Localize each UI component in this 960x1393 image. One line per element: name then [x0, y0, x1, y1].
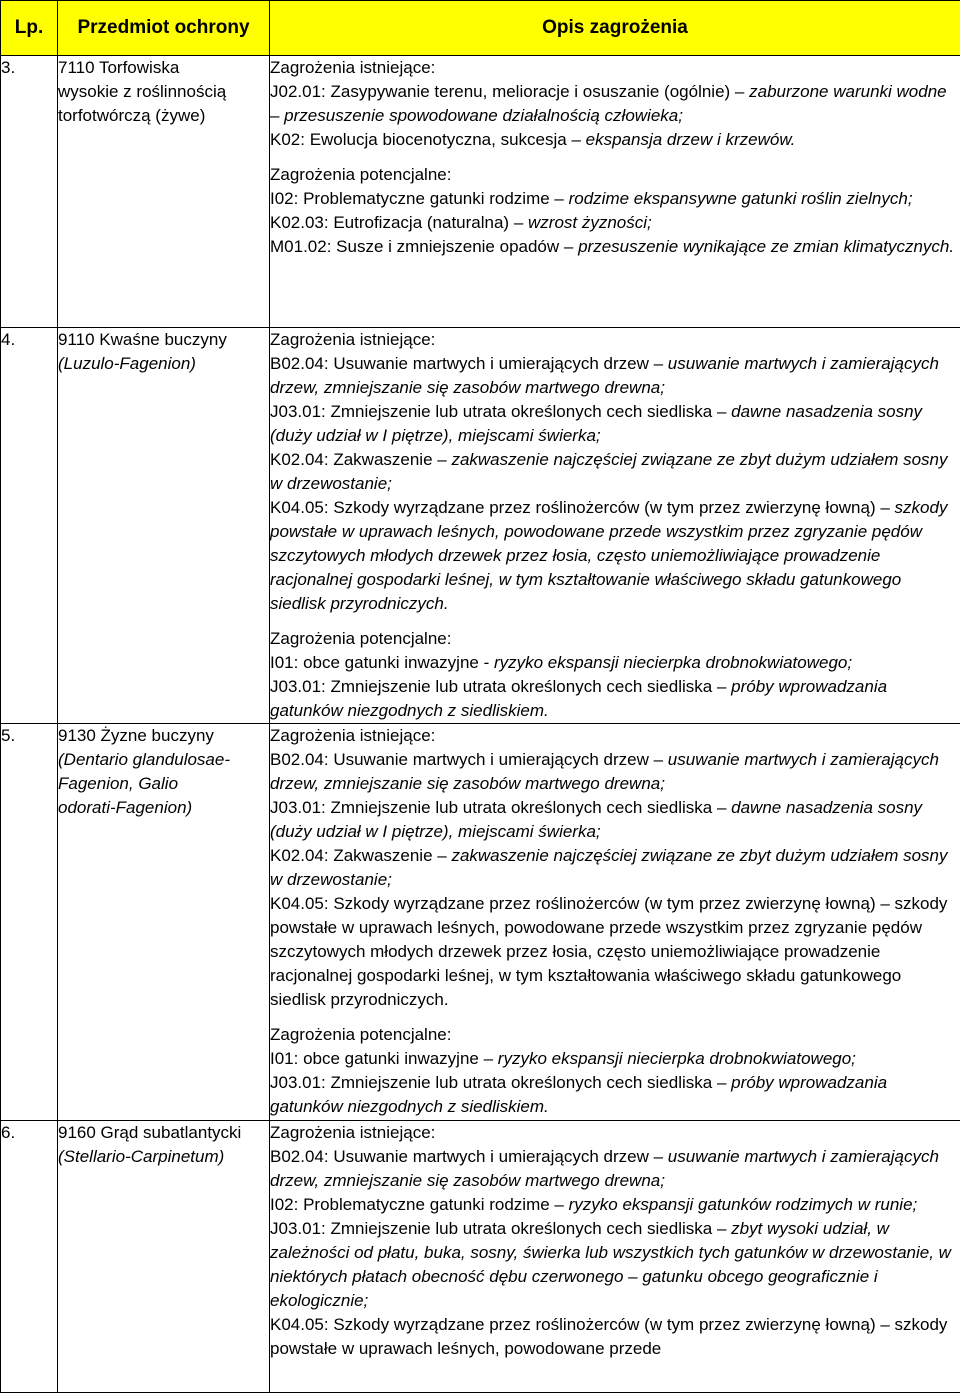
- subject-line: wysokie z roślinnością: [58, 80, 269, 104]
- threat-item: [270, 892, 960, 1012]
- subject-line: Fagenion, Galio: [58, 772, 269, 796]
- threat-description: [270, 56, 960, 328]
- threat-detail: dawne nasadzenia sosny (duży udział w I piętrze), miejscami świerka;: [270, 798, 922, 841]
- threat-detail: usuwanie martwych i zamierających drzew, zmniejszanie się zasobów martwego drewna;: [270, 750, 939, 793]
- threat-detail: wzrost żyzności;: [528, 213, 652, 232]
- existing-threats-label: Zagrożenia istniejące:: [270, 1121, 960, 1145]
- threat-detail: dawne nasadzenia sosny (duży udział w I piętrze), miejscami świerka;: [270, 402, 922, 445]
- threat-dash: –: [880, 498, 894, 517]
- header-row: [1, 1, 960, 56]
- threat-detail: ryzyko ekspansji niecierpka drobnokwiatowego;: [498, 1049, 856, 1068]
- threat-code: J03.01: Zmniejszenie lub utrata określonych cech siedliska: [270, 677, 717, 696]
- threat-detail: próby wprowadzania gatunków niezgodnych z siedliskiem.: [270, 677, 887, 720]
- threat-description: [270, 1121, 960, 1393]
- threat-item: [270, 651, 960, 675]
- threat-item: [270, 675, 960, 723]
- header-lp: Lp.: [1, 1, 58, 56]
- threat-item: [270, 448, 960, 496]
- threat-dash: –: [654, 1147, 668, 1166]
- threat-dash: –: [571, 130, 585, 149]
- threat-detail: ryzyko ekspansji gatunków rodzimych w runie;: [569, 1195, 918, 1214]
- threat-code: I02: Problematyczne gatunki rodzime: [270, 1195, 554, 1214]
- subject-line: (Dentario glandulosae-: [58, 748, 269, 772]
- threat-dash: –: [717, 1073, 731, 1092]
- threat-code: K02: Ewolucja biocenotyczna, sukcesja: [270, 130, 571, 149]
- subject-line: (Luzulo-Fagenion): [58, 352, 269, 376]
- potential-threats-label: Zagrożenia potencjalne:: [270, 1023, 960, 1047]
- threat-code: J03.01: Zmniejszenie lub utrata określonych cech siedliska: [270, 1073, 717, 1092]
- threat-item: [270, 352, 960, 400]
- threat-item: [270, 1313, 960, 1361]
- threat-detail: przesuszenie wynikające ze zmian klimatycznych.: [578, 237, 954, 256]
- table-row: [1, 724, 960, 1121]
- subject-line: torfotwórczą (żywe): [58, 104, 269, 128]
- threat-item: [270, 1047, 960, 1071]
- threat-item: [270, 211, 960, 235]
- threat-detail: rodzime ekspansywne gatunki roślin zielnych;: [569, 189, 913, 208]
- protection-subject: [58, 56, 270, 328]
- threat-code: B02.04: Usuwanie martwych i umierających drzew: [270, 354, 654, 373]
- threat-item: [270, 496, 960, 616]
- threat-detail: próby wprowadzania gatunków niezgodnych z siedliskiem.: [270, 1073, 887, 1116]
- table-row: [1, 56, 960, 328]
- threat-description: [270, 724, 960, 1121]
- threat-code: J03.01: Zmniejszenie lub utrata określonych cech siedliska: [270, 402, 717, 421]
- threat-dash: –: [437, 846, 451, 865]
- subject-line: 9160 Grąd subatlantycki: [58, 1121, 269, 1145]
- threat-code: M01.02: Susze i zmniejszenie opadów: [270, 237, 564, 256]
- threat-detail: usuwanie martwych i zamierających drzew, zmniejszanie się zasobów martwego drewna;: [270, 354, 939, 397]
- threat-code: K02.04: Zakwaszenie: [270, 846, 437, 865]
- threat-dash: –: [735, 82, 749, 101]
- row-number: 6.: [1, 1121, 58, 1393]
- threat-dash: –: [654, 750, 668, 769]
- threat-dash: –: [654, 354, 668, 373]
- threat-code: J03.01: Zmniejszenie lub utrata określonych cech siedliska: [270, 798, 717, 817]
- table-row: [1, 1121, 960, 1393]
- threat-detail: usuwanie martwych i zamierających drzew, zmniejszanie się zasobów martwego drewna;: [270, 1147, 939, 1190]
- threat-code: B02.04: Usuwanie martwych i umierających drzew: [270, 1147, 654, 1166]
- threat-detail: ekspansja drzew i krzewów.: [586, 130, 796, 149]
- subject-line: 7110 Torfowiska: [58, 56, 269, 80]
- subject-line: 9130 Żyzne buczyny: [58, 724, 269, 748]
- threat-code: K04.05: Szkody wyrządzane przez roślinożerców (w tym przez zwierzynę łowną): [270, 498, 880, 517]
- threat-code: K02.04: Zakwaszenie: [270, 450, 437, 469]
- threat-item: [270, 187, 960, 211]
- section-gap: [270, 616, 960, 627]
- protection-subject: [58, 724, 270, 1121]
- header-description: Opis zagrożenia: [270, 1, 960, 56]
- threat-item: [270, 1217, 960, 1313]
- threat-dash: –: [554, 189, 568, 208]
- threat-description: [270, 328, 960, 724]
- threat-item: [270, 796, 960, 844]
- existing-threats-label: Zagrożenia istniejące:: [270, 56, 960, 80]
- threat-item: [270, 844, 960, 892]
- threat-code: I01: obce gatunki inwazyjne: [270, 1049, 484, 1068]
- threat-dash: –: [437, 450, 451, 469]
- threat-code: I02: Problematyczne gatunki rodzime: [270, 189, 554, 208]
- threat-code: I01: obce gatunki inwazyjne -: [270, 653, 494, 672]
- threat-dash: –: [717, 1219, 731, 1238]
- threat-dash: –: [717, 402, 731, 421]
- potential-threats-label: Zagrożenia potencjalne:: [270, 627, 960, 651]
- threat-code: J02.01: Zasypywanie terenu, melioracje i osuszanie (ogólnie): [270, 82, 735, 101]
- threat-dash: –: [564, 237, 578, 256]
- potential-threats-label: Zagrożenia potencjalne:: [270, 163, 960, 187]
- row-number: 5.: [1, 724, 58, 1121]
- threat-item: [270, 235, 960, 259]
- subject-line: 9110 Kwaśne buczyny: [58, 328, 269, 352]
- existing-threats-label: Zagrożenia istniejące:: [270, 328, 960, 352]
- threat-dash: –: [514, 213, 528, 232]
- threat-dash: –: [717, 798, 731, 817]
- threat-code: J03.01: Zmniejszenie lub utrata określonych cech siedliska: [270, 1219, 717, 1238]
- threat-code: B02.04: Usuwanie martwych i umierających drzew: [270, 750, 654, 769]
- threat-detail: zakwaszenie najczęściej związane ze zbyt dużym udziałem sosny w drzewostanie;: [270, 846, 948, 889]
- threat-item: [270, 1071, 960, 1119]
- subject-line: (Stellario-Carpinetum): [58, 1145, 269, 1169]
- threat-detail: ryzyko ekspansji niecierpka drobnokwiatowego;: [494, 653, 852, 672]
- threat-dash: –: [484, 1049, 498, 1068]
- section-gap: [270, 152, 960, 163]
- existing-threats-label: Zagrożenia istniejące:: [270, 724, 960, 748]
- subject-line: odorati-Fagenion): [58, 796, 269, 820]
- threat-dash: –: [554, 1195, 568, 1214]
- threat-code: K04.05: Szkody wyrządzane przez roślinożerców (w tym przez zwierzynę łowną) – szkody powstałe w uprawach leśnych, powodowane przede: [270, 1315, 947, 1358]
- header-subject: Przedmiot ochrony: [58, 1, 270, 56]
- threat-code: K04.05: Szkody wyrządzane przez roślinożerców (w tym przez zwierzynę łowną) – szkody powstałe w uprawach leśnych, powodowane przede wszystkim przez zgryzanie pędów szczytowych młodych drzewek przez łosia, często uniemożliwiające prowadzenie racjonalnej gospodarki leśnej, w tym kształtowania właściwego składu gatunkowego siedlisk przyrodniczych.: [270, 894, 947, 1009]
- threat-detail: zakwaszenie najczęściej związane ze zbyt dużym udziałem sosny w drzewostanie;: [270, 450, 948, 493]
- threat-item: [270, 1145, 960, 1193]
- threat-item: [270, 1193, 960, 1217]
- threat-detail: szkody powstałe w uprawach leśnych, powodowane przede wszystkim przez zgryzanie pędów szczytowych młodych drzewek przez łosia, często uniemożliwiające prowadzenie racjonalnej gospodarki leśnej, w tym kształtowanie właściwego składu gatunkowego siedlisk przyrodniczych.: [270, 498, 947, 613]
- threat-detail: zbyt wysoki udział, w zależności od płatu, buka, sosny, świerka lub wszystkich tych gatunków w drzewostanie, w niektórych płatach obecność dębu czerwonego – gatunku obcego geograficznie i ekologicznie;: [270, 1219, 951, 1310]
- section-gap: [270, 1012, 960, 1023]
- threat-item: [270, 400, 960, 448]
- threat-code: K02.03: Eutrofizacja (naturalna): [270, 213, 514, 232]
- threat-item: [270, 128, 960, 152]
- threat-dash: –: [717, 677, 731, 696]
- row-number: 4.: [1, 328, 58, 724]
- protection-subject: [58, 1121, 270, 1393]
- threat-detail: zaburzone warunki wodne – przesuszenie spowodowane działalnością człowieka;: [270, 82, 947, 125]
- threat-item: [270, 80, 960, 128]
- row-number: 3.: [1, 56, 58, 328]
- table-row: [1, 328, 960, 724]
- threat-item: [270, 748, 960, 796]
- protection-subject: [58, 328, 270, 724]
